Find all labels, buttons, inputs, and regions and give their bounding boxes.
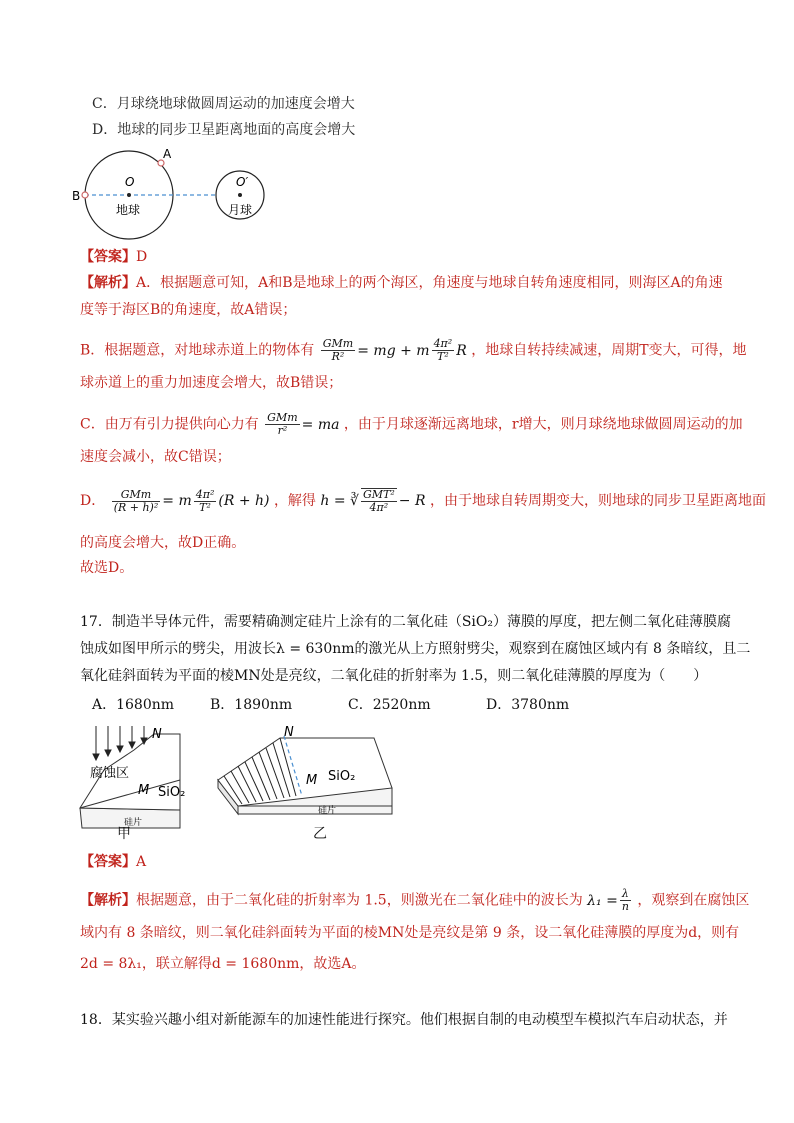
caption-yi: 乙 — [313, 826, 327, 842]
label-silicon-yi: 硅片 — [318, 806, 337, 816]
q17-option-b: B．1890nm — [210, 697, 293, 713]
moon-label: 月球 — [228, 203, 253, 217]
caption-jia: 甲 — [117, 826, 131, 842]
analysis-16-c: C．由万有引力提供向心力有 $\frac{\text{GMm}}{\text{r²}}$ = ma ，由于月球逐渐远离地球，r增大，则月球绕地球做圆周运动的加 — [80, 411, 743, 437]
label-sio2-jia: SiO₂ — [158, 785, 186, 800]
center-o-label: O — [125, 175, 135, 189]
analysis-16-c2: 速度会减小，故C错误； — [80, 449, 231, 465]
point-a-label: A — [163, 147, 172, 161]
label-silicon-jia: 硅片 — [124, 818, 143, 828]
label-m-yi: M — [306, 773, 318, 788]
earth-label: 地球 — [116, 203, 141, 217]
label-sio2-yi: SiO₂ — [328, 769, 356, 784]
formula-height: h = ∛ $\frac{\text{GMT²}}{\text{4π²}}$ − R — [320, 488, 426, 514]
analysis-17-line2: 域内有 8 条暗纹，则二氧化硅斜面转为平面的棱MN处是亮纹是第 9 条，设二氧化硅薄膜的厚度为d，则有 — [80, 925, 740, 941]
label-n-jia: N — [152, 727, 162, 742]
label-n-yi: N — [284, 725, 294, 740]
option-c: C．月球绕地球做圆周运动的加速度会增大 — [92, 96, 355, 112]
analysis-16-a1: 【解析】A．根据题意可知，A和B是地球上的两个海区，角速度与地球自转角速度相同，则海区A的角速 — [80, 275, 723, 291]
q17-option-a: A．1680nm — [92, 697, 175, 713]
point-b-label: B — [72, 189, 81, 203]
analysis-17-line1: 【解析】根据题意，由于二氧化硅的折射率为 1.5，则激光在二氧化硅中的波长为 λ₁ = $\frac{\lambda}{n}$ ，观察到在腐蚀区 — [80, 887, 750, 913]
q17-line3: 氧化硅斜面转为平面的棱MN处是亮纹，二氧化硅的折射率为 1.5，则二氧化硅薄膜的厚度为（ ） — [80, 668, 708, 684]
answer-16: 【答案】D — [80, 249, 148, 265]
q17-option-d: D．3780nm — [486, 697, 570, 713]
analysis-16-b: B．根据题意，对地球赤道上的物体有 $\frac{\text{GMm}}{\text{R²}}$ = mg + m $\frac{\text{4π²}}{\text{T²}}$ R ，地球自转持续减速，周期T变大，可得，地 — [80, 337, 747, 363]
analysis-16-a2: 度等于海区B的角速度，故A错误； — [80, 302, 297, 318]
conclusion-16: 故选D。 — [80, 560, 134, 576]
earth-moon-figure — [66, 146, 286, 246]
label-zone: 腐蚀区 — [90, 766, 130, 781]
formula-satellite: $\frac{\text{GMm}}{\text{(R + h)²}}$ = m $\frac{\text{4π²}}{\text{T²}}$ (R + h) — [113, 487, 274, 514]
q17-line1: 17．制造半导体元件，需要精确测定硅片上涂有的二氧化硅（SiO₂）薄膜的厚度，把左侧二氧化硅薄膜腐 — [80, 614, 731, 630]
analysis-17-line3: 2d = 8λ₁，联立解得d = 1680nm，故选A。 — [80, 956, 366, 972]
analysis-16-b2: 球赤道上的重力加速度会增大，故B错误； — [80, 375, 343, 391]
analysis-16-d: D． $\frac{\text{GMm}}{\text{(R + h)²}}$ = m $\frac{\text{4π²}}{\text{T²}}$ (R + h) ，解得 h = ∛ $\frac{\text{GMT²}}{\text{4π²}}$ − R ，由于地球自转周期变大，则地球的同步卫星距离地面 — [80, 487, 766, 514]
q17-line2: 蚀成如图甲所示的劈尖，用波长λ = 630nm的激光从上方照射劈尖，观察到在腐蚀区域内有 8 条暗纹，且二 — [80, 641, 751, 657]
formula-gravity-equator: $\frac{\text{GMm}}{\text{R²}}$ = mg + m $\frac{\text{4π²}}{\text{T²}}$ R — [322, 337, 472, 363]
center-o-prime-label: O′ — [236, 175, 249, 189]
q18-line1: 18．某实验兴趣小组对新能源车的加速性能进行探究。他们根据自制的电动模型车模拟汽车启动状态，并 — [80, 1012, 728, 1028]
q17-option-c: C．2520nm — [348, 697, 431, 713]
wedge-figure-jia — [74, 724, 204, 838]
answer-17: 【答案】A — [80, 854, 147, 870]
option-d: D．地球的同步卫星距离地面的高度会增大 — [92, 122, 356, 138]
formula-wavelength: λ₁ = $\frac{\lambda}{n}$ — [587, 887, 629, 913]
label-m-jia: M — [138, 783, 150, 798]
analysis-16-d2: 的高度会增大，故D正确。 — [80, 535, 246, 551]
formula-centripetal: $\frac{\text{GMm}}{\text{r²}}$ = ma — [267, 411, 344, 437]
wedge-figure-yi — [214, 724, 404, 834]
